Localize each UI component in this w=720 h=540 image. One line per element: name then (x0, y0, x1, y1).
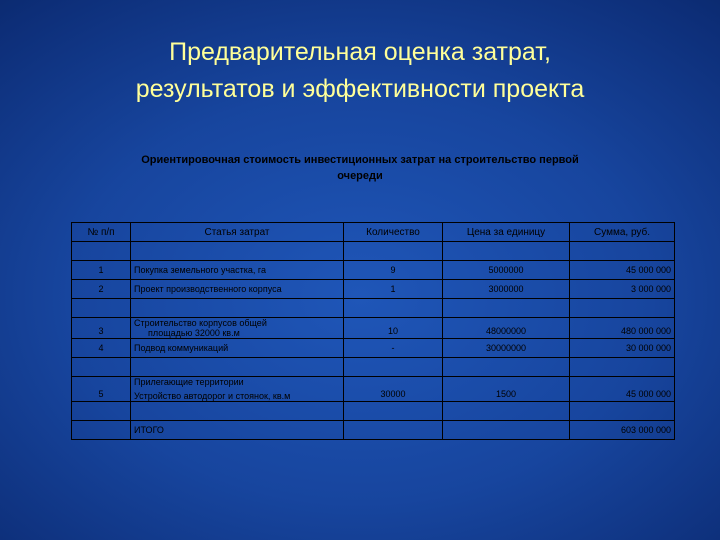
row-price: 48000000 (443, 318, 570, 339)
table-caption-line-1: Ориентировочная стоимость инвестиционных затрат на строительство первой (141, 154, 579, 166)
spacer-row (72, 242, 675, 261)
row-price: 5000000 (443, 261, 570, 280)
row-sum: 3 000 000 (570, 280, 675, 299)
table-row (72, 377, 675, 402)
slide-title-line-2: результатов и эффективности проекта (135, 75, 585, 103)
row-item (131, 318, 344, 339)
slide-title (0, 34, 720, 108)
table-row (72, 261, 675, 280)
row-item: Подвод коммуникаций (131, 339, 344, 358)
total-sum: 603 000 000 (570, 421, 675, 440)
header-item: Статья затрат (131, 223, 344, 242)
row-qty: 10 (344, 318, 443, 339)
table-caption (90, 152, 630, 184)
row-item-line-1: Прилегающие территории (134, 377, 244, 387)
investment-cost-table (71, 222, 675, 440)
total-label: ИТОГО (131, 421, 344, 440)
spacer-row (72, 358, 675, 377)
row-price: 3000000 (443, 280, 570, 299)
row-item-line-2: площадью 32000 кв.м (148, 328, 240, 338)
table-row (72, 280, 675, 299)
row-num: 2 (72, 280, 131, 299)
row-price: 30000000 (443, 339, 570, 358)
row-num: 1 (72, 261, 131, 280)
row-sum: 45 000 000 (570, 377, 675, 402)
row-qty: 1 (344, 280, 443, 299)
row-qty: - (344, 339, 443, 358)
row-item (131, 377, 344, 402)
row-price: 1500 (443, 377, 570, 402)
header-qty: Количество (344, 223, 443, 242)
row-item-line-1: Строительство корпусов общей (134, 318, 267, 328)
header-price: Цена за единицу (443, 223, 570, 242)
table-caption-line-2: очереди (337, 170, 383, 182)
spacer-row (72, 402, 675, 421)
row-qty: 9 (344, 261, 443, 280)
header-num: № п/п (72, 223, 131, 242)
row-item: Проект производственного корпуса (131, 280, 344, 299)
row-item: Покупка земельного участка, га (131, 261, 344, 280)
header-sum: Сумма, руб. (570, 223, 675, 242)
row-sum: 45 000 000 (570, 261, 675, 280)
row-num: 3 (72, 318, 131, 339)
row-qty: 30000 (344, 377, 443, 402)
table-row (72, 318, 675, 339)
table-header-row (72, 223, 675, 242)
row-item-line-2: Устройство автодорог и стоянок, кв.м (134, 391, 291, 401)
total-row (72, 421, 675, 440)
slide-title-line-1: Предварительная оценка затрат, (169, 38, 551, 66)
row-num: 5 (72, 377, 131, 402)
spacer-row (72, 299, 675, 318)
row-sum: 30 000 000 (570, 339, 675, 358)
table-row (72, 339, 675, 358)
row-num: 4 (72, 339, 131, 358)
row-sum: 480 000 000 (570, 318, 675, 339)
